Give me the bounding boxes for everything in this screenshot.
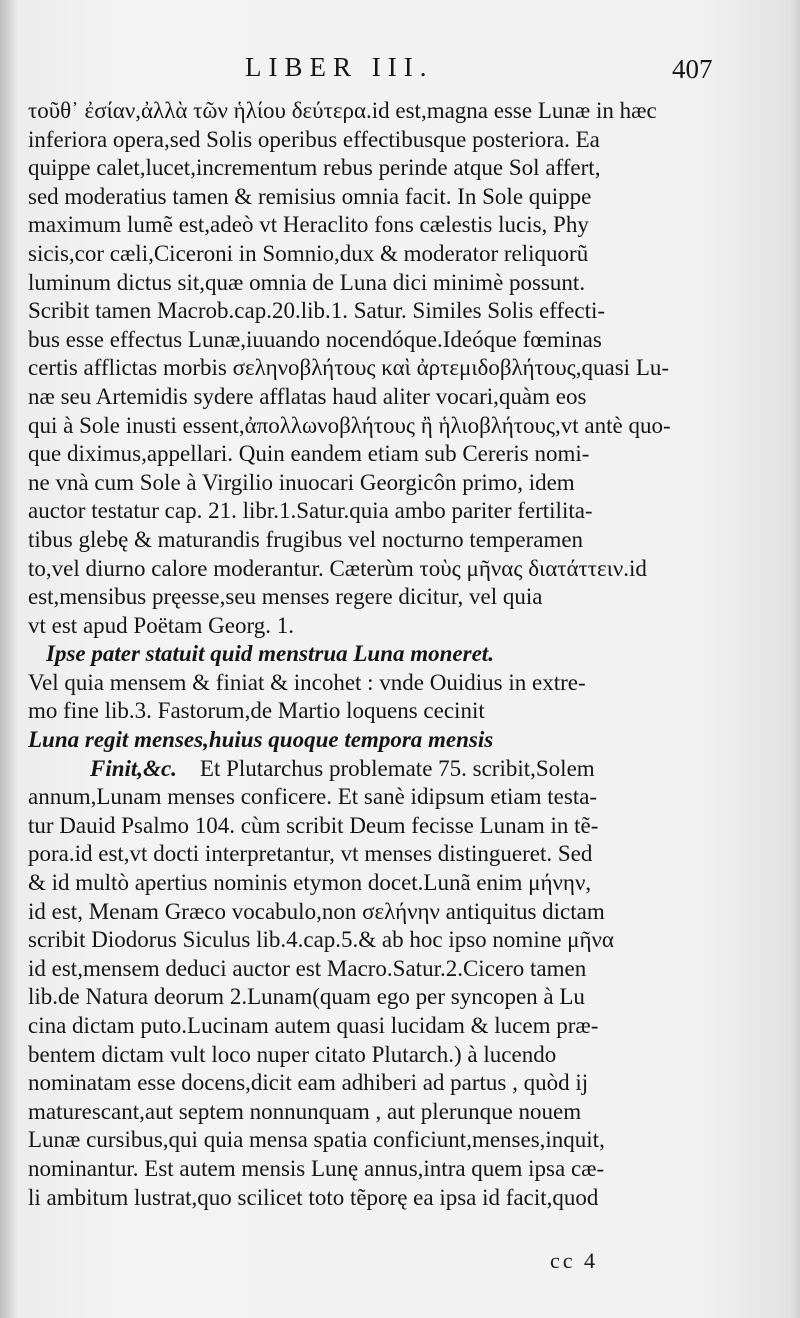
text-line: auctor testatur cap. 21. libr.1.Satur.quia ambo pariter fertilita-	[28, 498, 593, 524]
text-line: annum,Lunam menses conficere. Et sanè idipsum etiam testa-	[28, 784, 598, 810]
verse-continuation	[28, 755, 720, 784]
text-line: sicis,cor cæli,Ciceroni in Somnio,dux & moderator reliquorũ	[28, 240, 589, 266]
text-line: inferiora opera,sed Solis operibus effectibusque posteriora. Ea	[28, 126, 600, 152]
text-line: maximum lumẽ est,adeò vt Heraclito fons cælestis lucis, Phy	[28, 212, 589, 238]
text-line: id est, Menam Græco vocabulo,non σελήνην antiquitus dictam	[28, 898, 605, 924]
text-line: & id multò apertius nominis etymon docet.Lunã enim μήνην,	[28, 870, 592, 896]
text-line: maturescant,aut septem nonnunquam , aut plerunque nouem	[28, 1098, 582, 1124]
text-line: nominantur. Est autem mensis Lunę annus,intra quem ipsa cæ-	[28, 1155, 605, 1181]
text-line: vt est apud Poëtam Georg. 1.	[28, 612, 294, 638]
verse-end: Finit,&c.	[90, 755, 177, 781]
text-line: certis afflictas morbis σεληνοβλήτους καὶ ἀρτεμιδοβλήτους,quasi Lu-	[28, 355, 670, 381]
text-line: τοῦθ᾽ ἐσίαν,ἀλλὰ τῶν ἡλίου δεύτερα.id est,magna esse Lunæ in hæc	[28, 98, 657, 123]
verse-quote: Luna regit menses,huius quoque tempora mensis	[28, 727, 494, 753]
text-line: li ambitum lustrat,quo scilicet toto tẽporę ea ipsa id facit,quod	[28, 1184, 599, 1210]
signature-mark: cc 4	[550, 1248, 599, 1273]
page-number: 407	[672, 54, 713, 84]
text-line: pora.id est,vt docti interpretantur, vt menses distingueret. Sed	[28, 841, 593, 867]
text-line: qui à Sole inusti essent,ἀπολλωνοβλήτους ἢ ἡλιοβλήτους,vt antè quo-	[28, 412, 671, 438]
text-line: ne vnà cum Sole à Virgilio inuocari Georgicôn primo, idem	[28, 469, 575, 495]
running-head	[0, 50, 800, 90]
text-line: mo fine lib.3. Fastorum,de Martio loquens cecinit	[28, 698, 485, 724]
text-line: to,vel diurno calore moderantur. Cæterùm τοὺς μῆνας διατάττειν.id est,mensibus pręesse,seu menses regere dicitur, vel quia	[28, 555, 647, 610]
text-line: tur Dauid Psalmo 104. cùm scribit Deum fecisse Lunam in tẽ-	[28, 812, 599, 838]
body-text	[28, 97, 720, 1212]
text-line: sed moderatius tamen & remisius omnia facit. In Sole quippe	[28, 183, 592, 209]
text-fragment: Et Plutarchus problemate 75. scribit,Solem	[199, 755, 595, 781]
text-line: Vel quia mensem & finiat & incohet : vnde Ouidius in extre-	[28, 669, 586, 695]
text-line: bus esse effectus Lunæ,iuuando nocendóque.Ideóque fœminas	[28, 326, 602, 352]
text-line: scribit Diodorus Siculus lib.4.cap.5.& ab hoc ipso nomine μῆνα	[28, 927, 614, 953]
text-line: luminum dictus sit,quæ omnia de Luna dici minimè possunt.	[28, 269, 586, 295]
text-line: nominatam esse docens,dicit eam adhiberi ad partus , quòd ij	[28, 1070, 589, 1096]
text-line: lib.de Natura deorum 2.Lunam(quam ego per syncopen à Lu	[28, 984, 585, 1010]
text-line: næ seu Artemidis sydere afflatas haud aliter vocari,quàm eos	[28, 383, 587, 409]
page-footer	[0, 1246, 800, 1286]
text-line: Scribit tamen Macrob.cap.20.lib.1. Satur. Similes Solis effecti-	[28, 298, 606, 324]
text-line: bentem dictam vult loco nuper citato Plutarch.) à lucendo	[28, 1041, 557, 1067]
text-line: quippe calet,lucet,incrementum rebus perinde atque Sol affert,	[28, 155, 601, 181]
text-line: que diximus,appellari. Quin eandem etiam sub Cereris nomi-	[28, 441, 590, 467]
text-line: tibus glebę & maturandis frugibus vel nocturno temperamen	[28, 526, 584, 552]
verse-quote: Ipse pater statuit quid menstrua Luna moneret.	[46, 641, 494, 667]
running-title: LIBER III.	[245, 52, 434, 82]
text-line: cina dictam puto.Lucinam autem quasi lucidam & lucem præ-	[28, 1013, 599, 1038]
text-line: Lunæ cursibus,qui quia mensa spatia conficiunt,menses,inquit,	[28, 1127, 605, 1153]
text-line: id est,mensem deduci auctor est Macro.Satur.2.Cicero tamen	[28, 955, 587, 981]
